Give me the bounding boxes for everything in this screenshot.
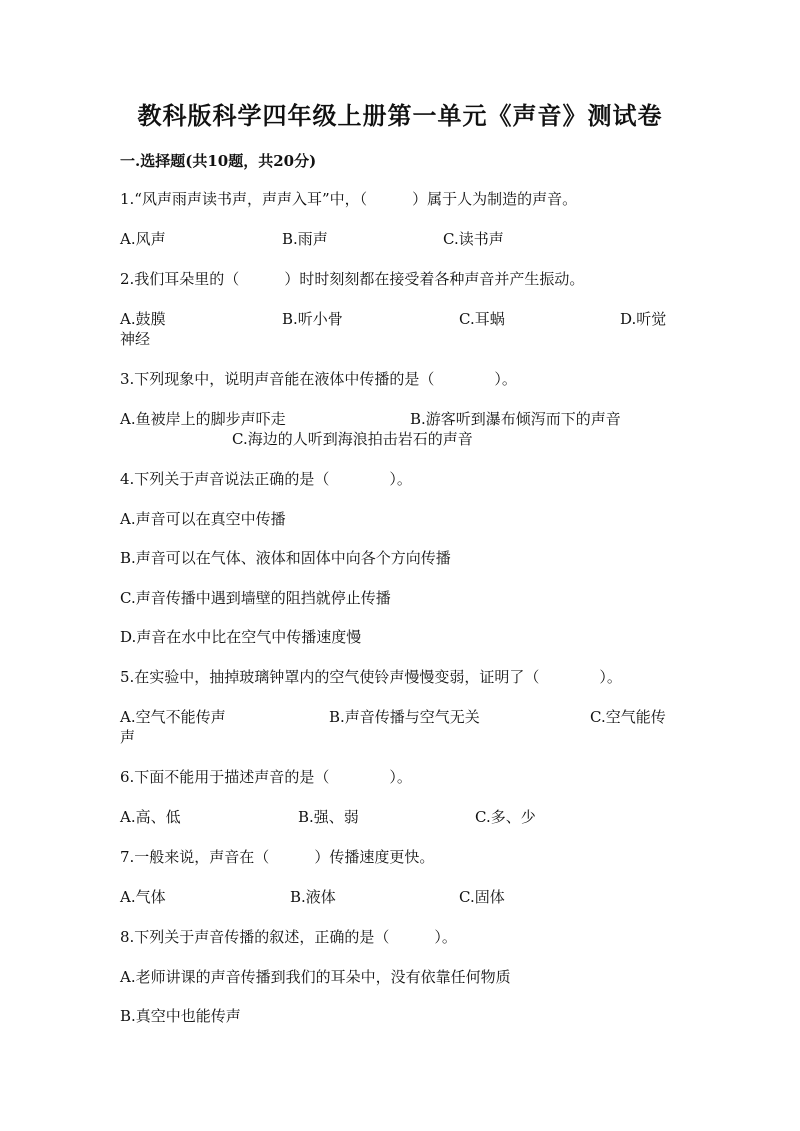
question-6-option-b: B.强、弱 — [298, 808, 359, 826]
question-5-option-b: B.声音传播与空气无关 — [329, 708, 480, 726]
page-title: 教科版科学四年级上册第一单元《声音》测试卷 — [137, 101, 663, 130]
question-4-option-d: D.声音在水中比在空气中传播速度慢 — [120, 628, 362, 646]
question-1-stem: 1.“风声雨声读书声，声声入耳”中，（ ）属于人为制造的声音。 — [120, 190, 578, 208]
question-5-option-a: A.空气不能传声 — [120, 708, 226, 726]
question-6-option-c: C.多、少 — [475, 808, 536, 826]
question-5-option-c: C.空气能传 — [590, 708, 666, 726]
question-8-option-b: B.真空中也能传声 — [120, 1007, 241, 1025]
question-7-option-b: B.液体 — [290, 888, 336, 906]
question-3-option-c: C.海边的人听到海浪拍击岩石的声音 — [232, 430, 473, 448]
question-5-option-c-wrap: 声 — [120, 728, 136, 746]
question-6-stem: 6.下面不能用于描述声音的是（ ）。 — [120, 768, 412, 786]
question-4-option-c: C.声音传播中遇到墙壁的阻挡就停止传播 — [120, 589, 391, 607]
question-7-stem: 7.一般来说，声音在（ ）传播速度更快。 — [120, 848, 435, 866]
question-5-stem: 5.在实验中，抽掉玻璃钟罩内的空气使铃声慢慢变弱，证明了（ ）。 — [120, 668, 622, 686]
question-1-option-a: A.风声 — [120, 230, 166, 248]
question-1-option-b: B.雨声 — [282, 230, 328, 248]
section-heading: 一.选择题(共10题，共20分) — [120, 152, 317, 170]
question-4-stem: 4.下列关于声音说法正确的是（ ）。 — [120, 470, 412, 488]
question-3-option-a: A.鱼被岸上的脚步声吓走 — [120, 410, 286, 428]
question-4-option-a: A.声音可以在真空中传播 — [120, 510, 286, 528]
question-4-option-b: B.声音可以在气体、液体和固体中向各个方向传播 — [120, 549, 451, 567]
question-3-stem: 3.下列现象中，说明声音能在液体中传播的是（ ）。 — [120, 370, 517, 388]
question-2-option-a: A.鼓膜 — [120, 310, 166, 328]
question-1-option-c: C.读书声 — [443, 230, 504, 248]
question-2-stem: 2.我们耳朵里的（ ）时时刻刻都在接受着各种声音并产生振动。 — [120, 270, 585, 288]
question-6-option-a: A.高、低 — [120, 808, 181, 826]
question-2-option-b: B.听小骨 — [282, 310, 343, 328]
question-2-option-c: C.耳蜗 — [459, 310, 505, 328]
question-7-option-a: A.气体 — [120, 888, 166, 906]
question-7-option-c: C.固体 — [459, 888, 505, 906]
question-2-option-d: D.听觉 — [620, 310, 667, 328]
question-3-option-b: B.游客听到瀑布倾泻而下的声音 — [410, 410, 621, 428]
question-8-stem: 8.下列关于声音传播的叙述，正确的是（ ）。 — [120, 928, 457, 946]
question-2-option-d-wrap: 神经 — [120, 330, 151, 348]
question-8-option-a: A.老师讲课的声音传播到我们的耳朵中，没有依靠任何物质 — [120, 968, 511, 986]
